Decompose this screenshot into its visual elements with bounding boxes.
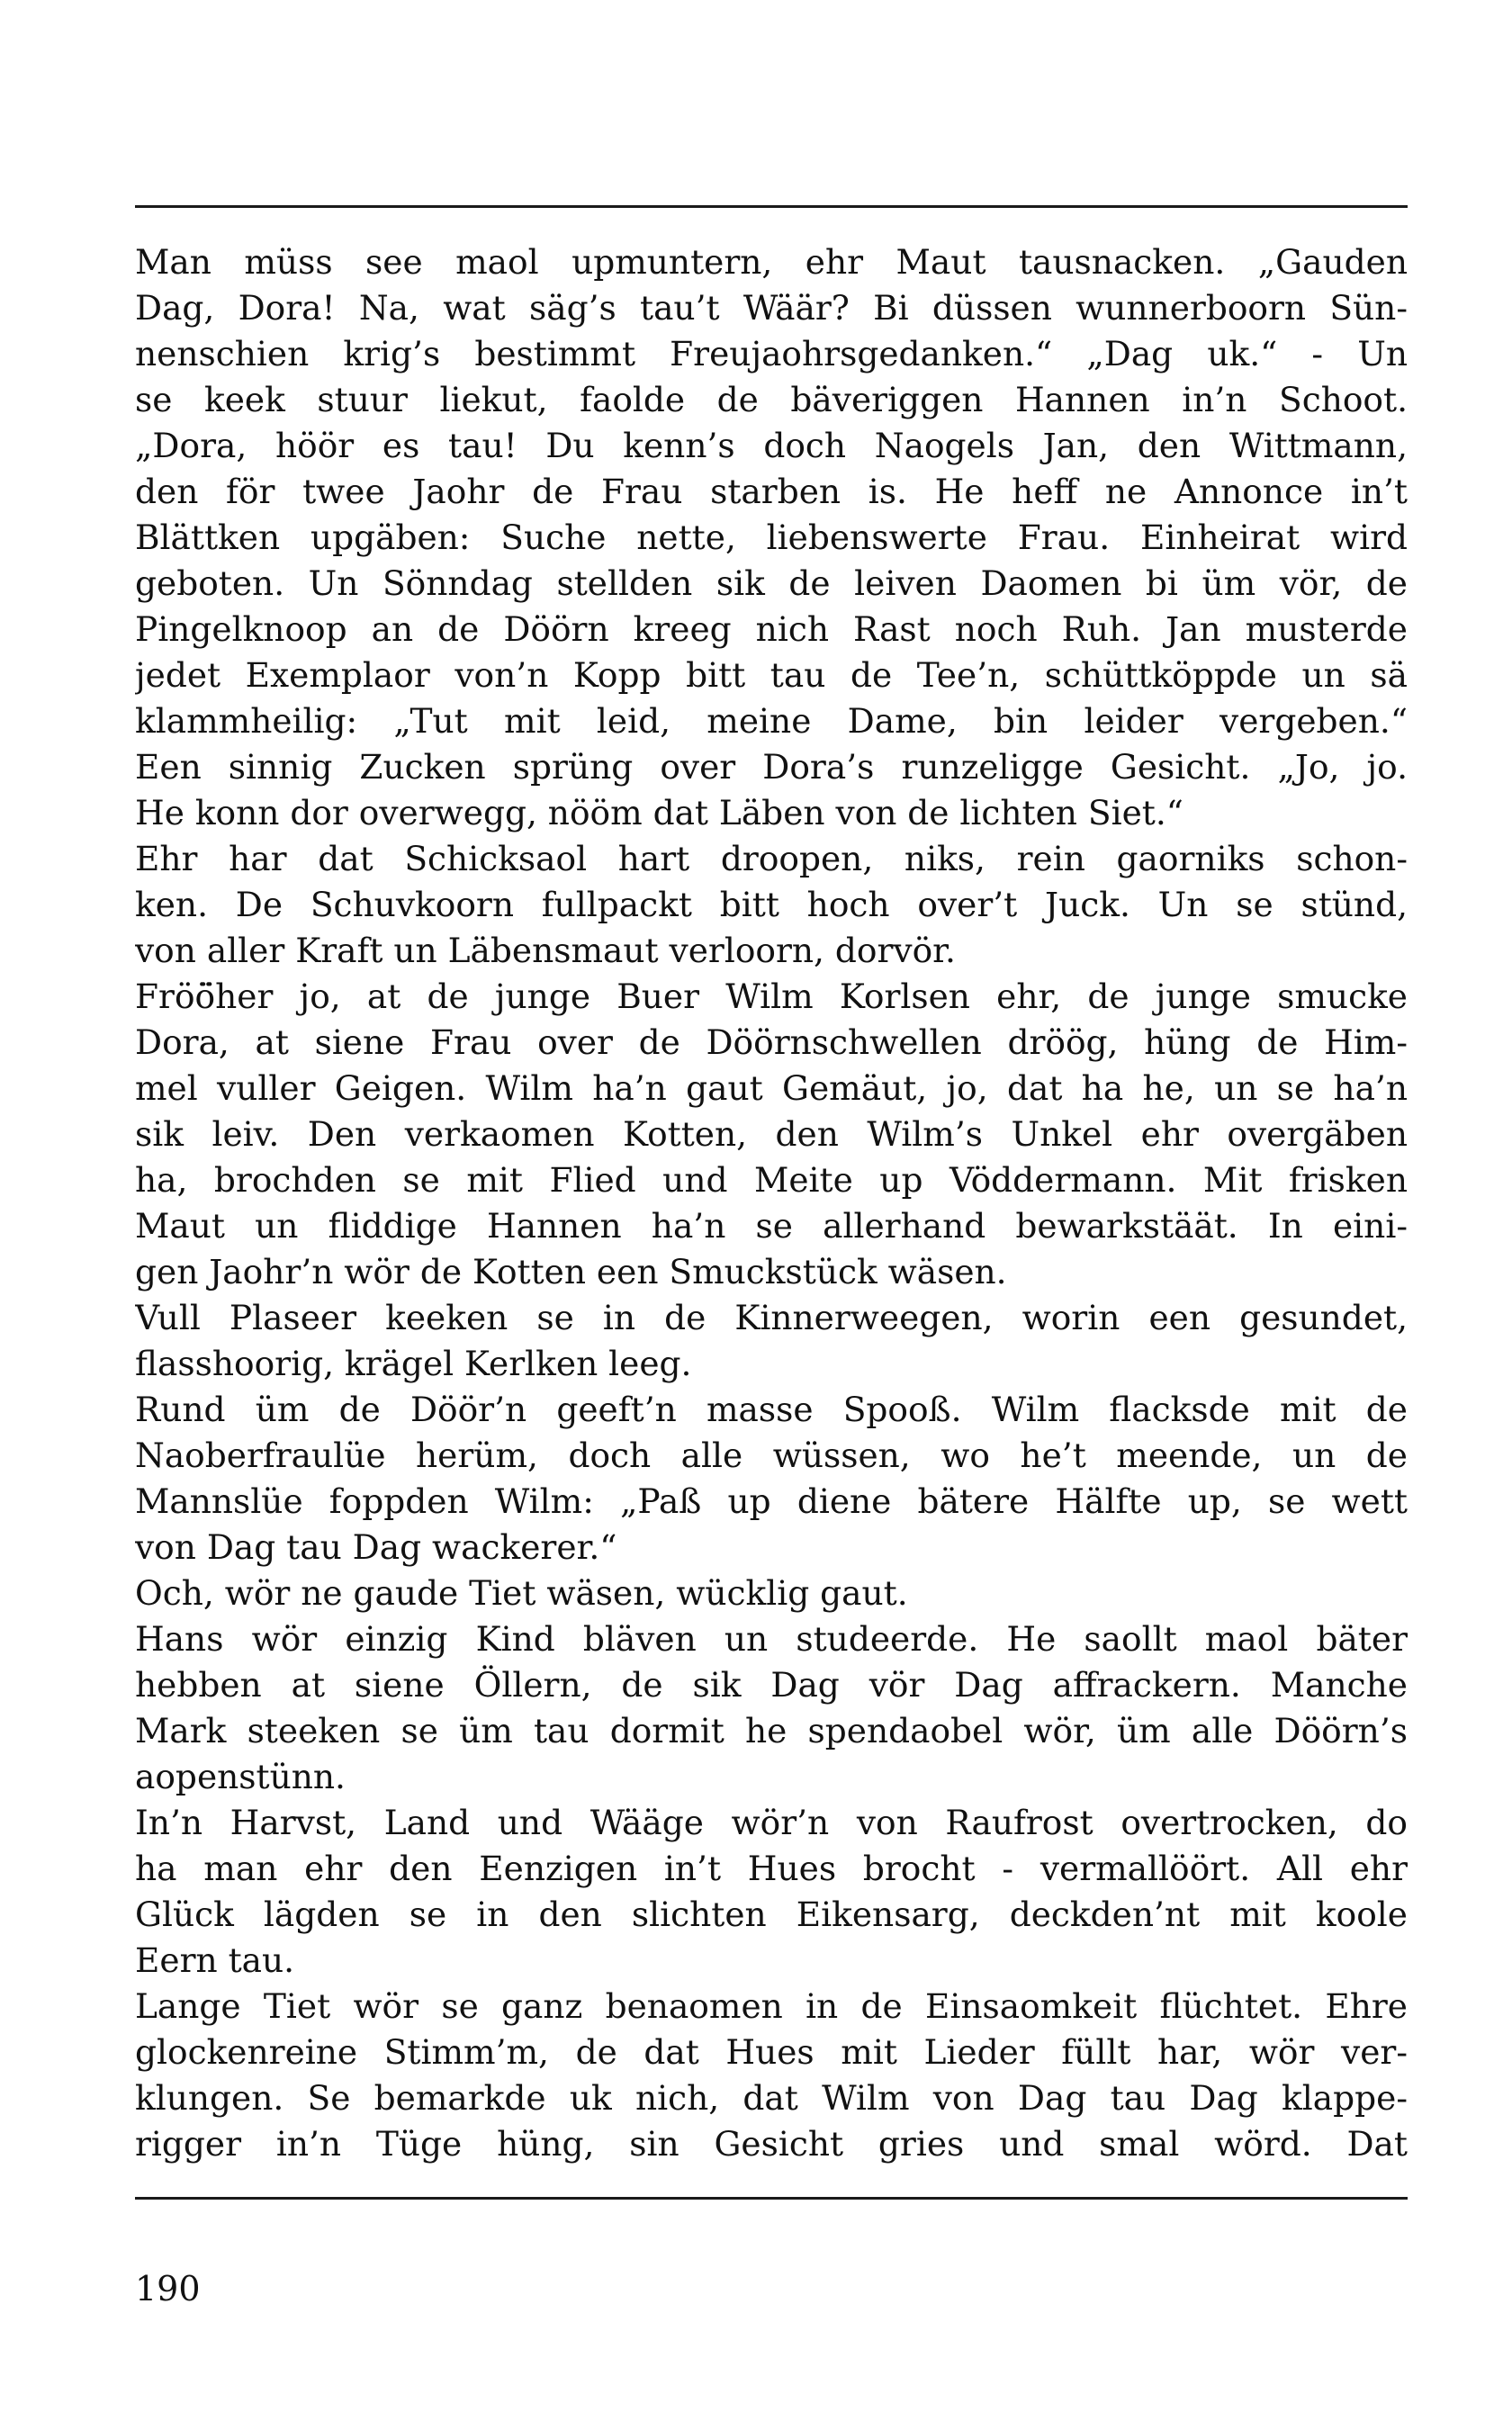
text-line: rigger in’n Tüge hüng, sin Gesicht gries und smal wörd. Dat — [135, 2124, 1408, 2164]
footer-rule — [135, 2197, 1408, 2200]
text-line: hebben at siene Öllern, de sik Dag vör Dag affrackern. Manche — [135, 1665, 1408, 1705]
text-line: Lange Tiet wör se ganz benaomen in de Einsaomkeit flüchtet. Ehre — [135, 1986, 1408, 2026]
text-line: Eern tau. — [135, 1940, 295, 1980]
body-text — [135, 239, 1408, 2167]
text-line: Maut un fliddige Hannen ha’n se allerhand bewarkstäät. In eini- — [135, 1206, 1408, 1246]
text-line: von Dag tau Dag wackerer.“ — [135, 1527, 617, 1567]
text-line: geboten. Un Sönndag stellden sik de leiven Daomen bi üm vör, de — [135, 563, 1408, 603]
text-line: Och, wör ne gaude Tiet wäsen, wücklig gaut. — [135, 1573, 908, 1613]
text-line: Pingelknoop an de Döörn kreeg nich Rast noch Ruh. Jan musterde — [135, 609, 1408, 649]
text-line: Mark steeken se üm tau dormit he spendaobel wör, üm alle Döörn’s — [135, 1711, 1408, 1750]
text-line: Dag, Dora! Na, wat säg’s tau’t Wäär? Bi düssen wunnerboorn Sün- — [135, 288, 1408, 328]
page-number: 190 — [135, 2269, 201, 2308]
text-line: klungen. Se bemarkde uk nich, dat Wilm von Dag tau Dag klappe- — [135, 2078, 1408, 2118]
text-line: se keek stuur liekut, faolde de bäveriggen Hannen in’n Schoot. — [135, 380, 1408, 419]
text-line: nenschien krig’s bestimmt Freujaohrsgedanken.“ „Dag uk.“ - Un — [135, 334, 1408, 374]
text-line: klammheilig: „Tut mit leid, meine Dame, bin leider vergeben.“ — [135, 701, 1408, 741]
text-line: ha, brochden se mit Flied und Meite up Vöddermann. Mit frisken — [135, 1160, 1408, 1200]
text-line: flasshoorig, krägel Kerlken leeg. — [135, 1344, 692, 1383]
text-line: glockenreine Stimm’m, de dat Hues mit Lieder füllt har, wör ver- — [135, 2032, 1408, 2072]
text-line: In’n Harvst, Land und Wääge wör’n von Raufrost overtrocken, do — [135, 1803, 1408, 1842]
text-line: Man müss see maol upmuntern, ehr Maut tausnacken. „Gauden — [135, 242, 1408, 282]
text-line: aopenstünn. — [135, 1757, 346, 1796]
text-line: sik leiv. Den verkaomen Kotten, den Wilm’s Unkel ehr overgäben — [135, 1114, 1408, 1154]
text-line: Vull Plaseer keeken se in de Kinnerweegen, worin een gesundet, — [135, 1298, 1408, 1337]
text-line: „Dora, höör es tau! Du kenn’s doch Naogels Jan, den Wittmann, — [135, 426, 1408, 465]
text-line: Fröö̈her jo, at de junge Buer Wilm Korlsen ehr, de junge smucke — [135, 976, 1408, 1016]
text-line: jedet Exemplaor von’n Kopp bitt tau de Tee’n, schüttköppde un sä — [135, 655, 1408, 695]
text-line: Hans wör einzig Kind bläven un studeerde. He saollt maol bäter — [135, 1619, 1408, 1659]
text-line: Naoberfraulüe herüm, doch alle wüssen, wo he’t meende, un de — [135, 1436, 1408, 1475]
text-line: Dora, at siene Frau over de Döörnschwellen dröög, hüng de Him- — [135, 1022, 1408, 1062]
text-line: mel vuller Geigen. Wilm ha’n gaut Gemäut, jo, dat ha he, un se ha’n — [135, 1068, 1408, 1108]
text-line: Rund üm de Döör’n geeft’n masse Spooß. Wilm flacksde mit de — [135, 1390, 1408, 1429]
text-line: ken. De Schuvkoorn fullpackt bitt hoch over’t Juck. Un se stünd, — [135, 885, 1408, 924]
text-line: He konn dor overwegg, nööm dat Läben von de lichten Siet.“ — [135, 793, 1184, 832]
text-line: Ehr har dat Schicksaol hart droopen, niks, rein gaorniks schon- — [135, 839, 1408, 878]
text-line: Blättken upgäben: Suche nette, liebenswerte Frau. Einheirat wird — [135, 518, 1408, 557]
text-line: den för twee Jaohr de Frau starben is. He heff ne Annonce in’t — [135, 472, 1408, 511]
text-line: ha man ehr den Eenzigen in’t Hues brocht - vermallöört. All ehr — [135, 1849, 1408, 1888]
text-line: Een sinnig Zucken sprüng over Dora’s runzeligge Gesicht. „Jo, jo. — [135, 747, 1408, 787]
text-line: von aller Kraft un Läbensmaut verloorn, dorvör. — [135, 931, 956, 970]
text-line: Glück lägden se in den slichten Eikensarg, deckden’nt mit koole — [135, 1894, 1408, 1934]
header-rule — [135, 205, 1408, 208]
text-line: Mannslüe foppden Wilm: „Paß up diene bätere Hälfte up, se wett — [135, 1481, 1408, 1521]
text-line: gen Jaohr’n wör de Kotten een Smuckstück wäsen. — [135, 1252, 1007, 1292]
